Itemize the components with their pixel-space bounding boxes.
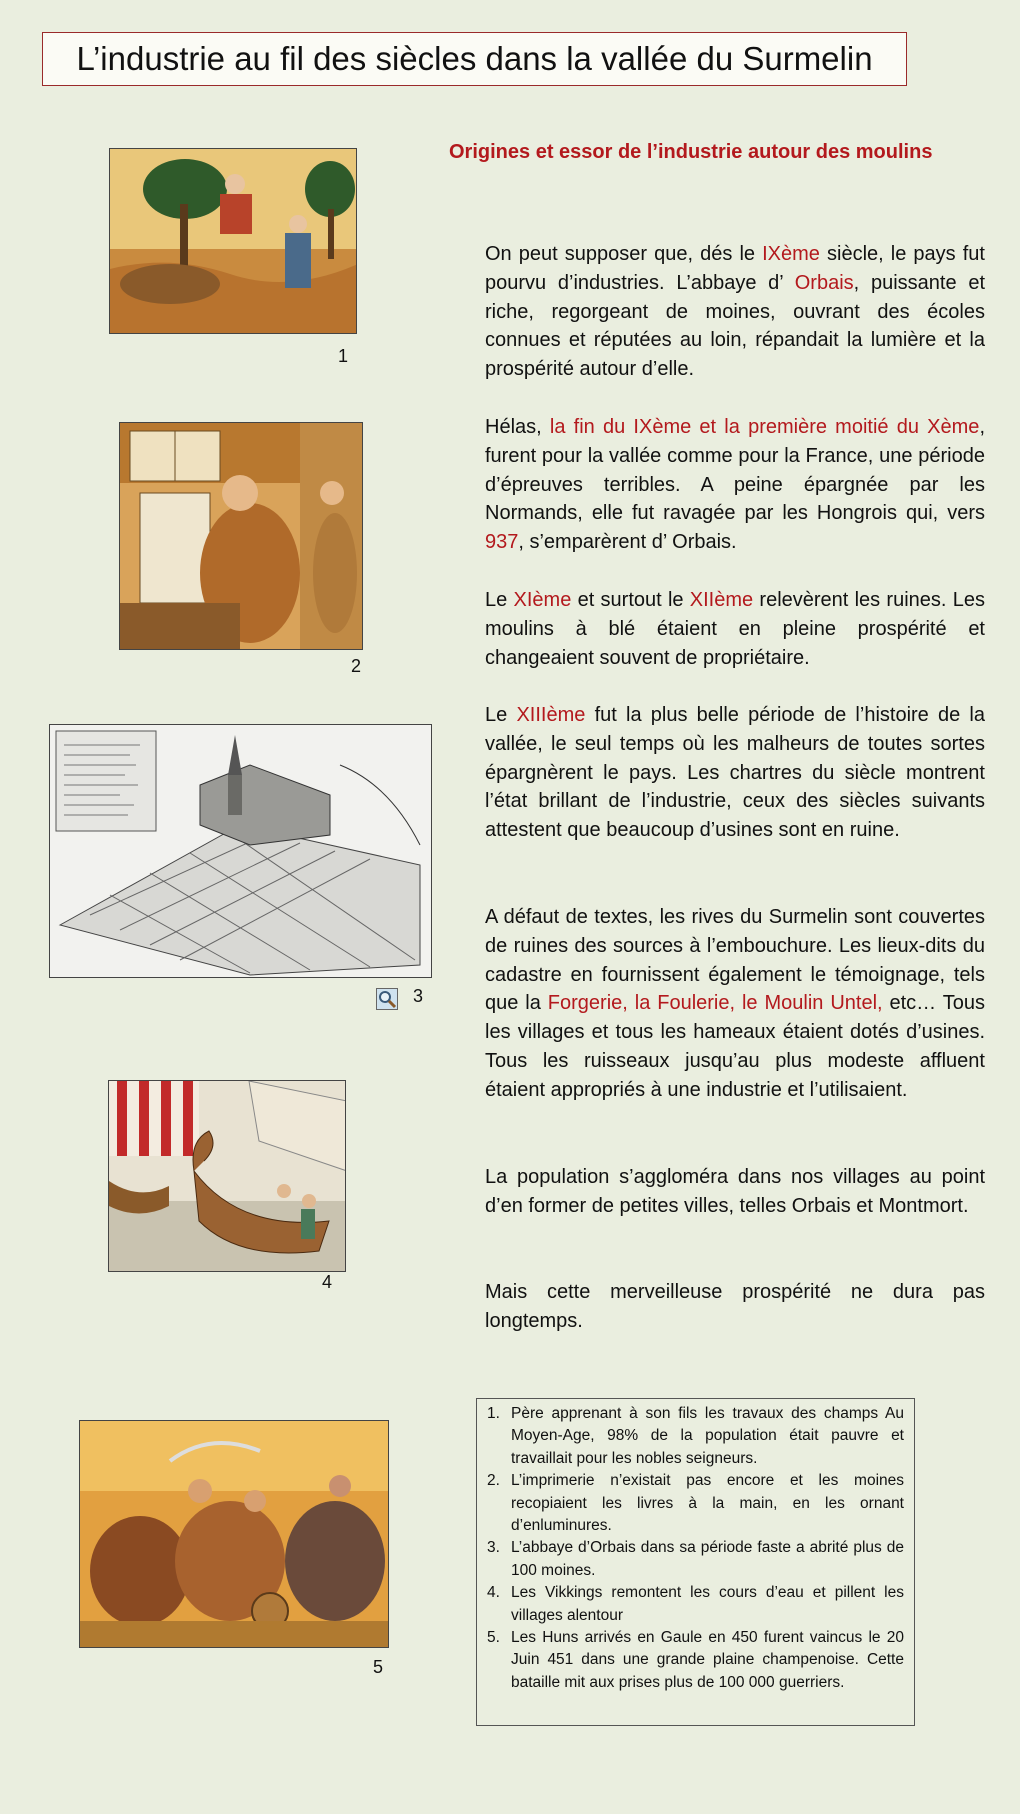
paragraph-1: On peut supposer que, dés le IXème siècle, le pays fut pourvu d’industries. L’abbaye d’ Orbais, puissante et riche, regorgeant de moines, ouvrant des écoles connues et réputées au loin, répandait la lumière et la prospérité autour d’elle. bbox=[485, 243, 985, 381]
paragraph-7: Mais cette merveilleuse prospérité ne dura pas longtemps. bbox=[485, 1281, 985, 1332]
illustration-huns-battle bbox=[79, 1420, 389, 1648]
figure-number-5: 5 bbox=[373, 1657, 384, 1677]
captions-box bbox=[476, 1398, 915, 1726]
caption-item: 5. Les Huns arrivés en Gaule en 450 furent vaincus le 20 Juin 451 dans une grande plaine champenoise. Cette bataille mit aux prises plus de 100 000 guerriers. bbox=[487, 1629, 904, 1691]
illustration-abbey-orbais bbox=[49, 724, 432, 978]
zoom-button[interactable] bbox=[376, 988, 398, 1010]
figure-number-3: 3 bbox=[413, 986, 424, 1006]
highlight-year: 937 bbox=[485, 531, 519, 554]
highlight-century: XIème bbox=[513, 589, 572, 611]
paragraph-2: Hélas, la fin du IXème et la première moitié du Xème, furent pour la vallée comme pour la France, une période d’épreuves terribles. A peine épargnée par les Normands, elle fut ravagée par les Hongrois qui, vers 937, s’emparèrent d’ Orbais. bbox=[485, 416, 985, 554]
highlight-places: Forgerie, la Foulerie, le Moulin Untel, bbox=[547, 992, 883, 1015]
illustration-field-work bbox=[109, 148, 357, 334]
highlight-century: XIIème bbox=[689, 589, 754, 611]
paragraph-6: La population s’aggloméra dans nos villages au point d’en former de petites villes, telles Orbais et Montmort. bbox=[485, 1166, 985, 1217]
page-title-text: L’industrie au fil des siècles dans la vallée du Surmelin bbox=[76, 40, 873, 77]
caption-item: 2. L’imprimerie n’existait pas encore et les moines recopiaient les livres à la main, en les ornant d’enluminures. bbox=[487, 1472, 904, 1535]
figure-number-4: 4 bbox=[322, 1272, 333, 1292]
figure-number-1: 1 bbox=[338, 346, 349, 366]
figure-number-2: 2 bbox=[351, 656, 362, 676]
magnifier-icon bbox=[377, 989, 397, 1009]
highlight-place: Orbais bbox=[794, 271, 854, 294]
paragraph-3: Le XIème et surtout le XIIème relevèrent les ruines. Les moulins à blé étaient en pleine prospérité et changeaient souvent de propriétaire. bbox=[485, 589, 985, 669]
illustration-viking-ships bbox=[108, 1080, 346, 1272]
caption-item: 3. L’abbaye d’Orbais dans sa période faste a abrité plus de 100 moines. bbox=[487, 1539, 904, 1579]
caption-item: 4. Les Vikkings remontent les cours d’eau et pillent les villages alentour bbox=[487, 1584, 904, 1624]
illustration-monk-scribe bbox=[119, 422, 363, 650]
highlight-period: la fin du IXème et la première moitié du Xème bbox=[549, 416, 980, 438]
highlight-century: XIIIème bbox=[516, 704, 586, 726]
paragraph-5: A défaut de textes, les rives du Surmelin sont couvertes de ruines des sources à l’embouchure. Les lieux-dits du cadastre en fournissent également le témoignage, tels que la Forgerie, la Foulerie, le Moulin Untel, etc… Tous les villages et tous les hameaux étaient dotés d’usines. Tous les ruisseaux jusqu’au plus modeste affluent étaient appropriés à une industrie et l’utilisaient. bbox=[485, 906, 985, 1101]
caption-item: 1. Père apprenant à son fils les travaux des champs Au Moyen-Age, 98% de la population était pauvre et travaillait pour les nobles seigneurs. bbox=[487, 1405, 904, 1467]
page-title bbox=[42, 32, 907, 86]
section-subtitle: Origines et essor de l’industrie autour des moulins bbox=[449, 141, 933, 163]
paragraph-4: Le XIIIème fut la plus belle période de l’histoire de la vallée, le seul temps où les malheurs de toutes sortes épargnèrent le pays. Les chartres du siècle montrent l’état brillant de l’industrie, ceux des siècles suivants attestent que beaucoup d’usines sont en ruine. bbox=[485, 704, 985, 842]
highlight-century: IXème bbox=[762, 243, 820, 265]
